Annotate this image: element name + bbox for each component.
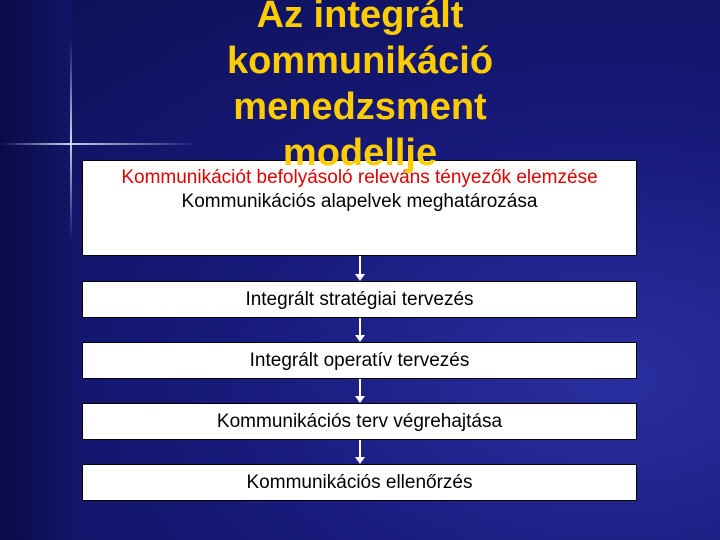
step-2-label: Integrált stratégiai tervezés [245, 289, 474, 310]
step-5-label: Kommunikációs ellenőrzés [246, 472, 473, 493]
step-1-factors-label: Kommunikációt befolyásoló releváns tényezők elemzése [121, 167, 598, 188]
page-title: Az integrált kommunikáció menedzsment modellje [226, 0, 494, 174]
arrow-2-3 [355, 318, 365, 342]
arrow-1-2 [355, 256, 365, 281]
step-1-principles-label: Kommunikációs alapelvek meghatározása [181, 191, 538, 212]
arrow-3-4 [355, 379, 365, 403]
step-3-label: Integrált operatív tervezés [249, 350, 470, 371]
arrow-4-5 [355, 440, 365, 464]
step-4-label: Kommunikációs terv végrehajtása [216, 411, 503, 432]
